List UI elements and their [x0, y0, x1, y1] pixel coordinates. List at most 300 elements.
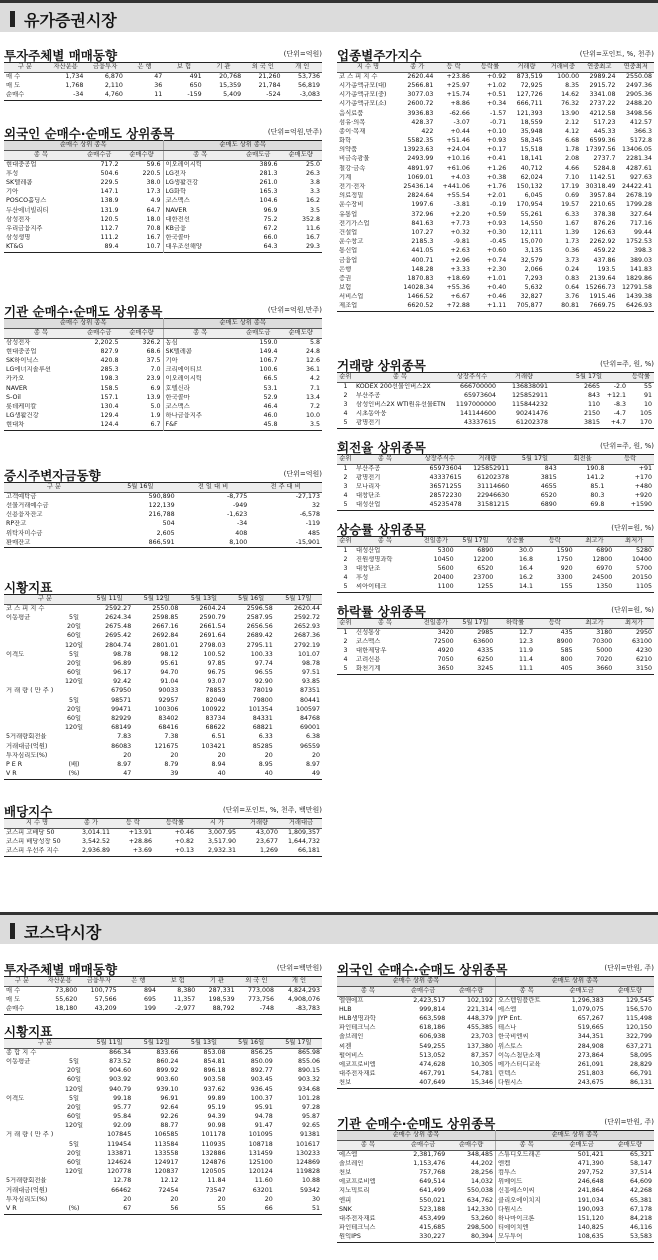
table-cell: 32 [311, 501, 320, 509]
kospi-dividend-section [4, 802, 322, 857]
table-cell: 2262.92 [589, 238, 616, 246]
table-cell: 2656.56 [246, 623, 273, 631]
table-cell [4, 1122, 62, 1131]
table-cell: 297,752 [577, 1169, 604, 1177]
table-cell: 389.03 [629, 256, 652, 264]
table-row [337, 238, 654, 247]
table-cell: 110935 [201, 1140, 226, 1148]
table-cell: 3.3 [309, 188, 320, 196]
column-header: 개 인 [283, 63, 322, 73]
column-header: 종 가 [399, 63, 435, 73]
table-cell: 833.66 [156, 1048, 179, 1056]
table-cell: 2.12 [565, 118, 580, 126]
column-header: 거래대금 [280, 819, 322, 829]
table-cell: -62.66 [449, 109, 470, 117]
table-cell: 58,147 [629, 1159, 652, 1167]
table-cell: 천보 [339, 1169, 352, 1177]
table-cell: 2 [343, 637, 348, 645]
table-cell: 82929 [111, 715, 132, 723]
table-row [4, 539, 322, 548]
kospi-market-section [4, 578, 322, 780]
column-header: 거래량 [238, 819, 280, 829]
table-cell: 8.95 [258, 760, 273, 768]
table-cell: 2,605 [156, 529, 175, 537]
table-cell: 1,079,075 [571, 1005, 604, 1013]
table-row [4, 72, 322, 81]
table-cell: 1915.46 [589, 293, 616, 301]
table-cell: 12.12 [160, 1177, 179, 1185]
table-cell: 650 [189, 81, 202, 89]
table-cell: 대창단조 [356, 492, 381, 500]
table-cell: -34 [237, 520, 248, 528]
table-cell: -8.3 [613, 401, 626, 409]
table-cell: 517.23 [593, 118, 616, 126]
column-header: 개 인 [276, 977, 322, 987]
table-cell: 솔브레인 [339, 1033, 364, 1041]
table-cell: 216,788 [148, 511, 175, 519]
table-row [337, 638, 654, 647]
table-cell: 99471 [111, 705, 132, 713]
table-cell: +1.76 [486, 183, 507, 191]
table-cell: 55 [643, 382, 652, 390]
table-cell: 115844232 [511, 401, 548, 409]
column-header: 순매수량 [447, 1140, 495, 1150]
column-header: 5월 12일 [133, 595, 180, 605]
kosdaq-investor-table [4, 976, 322, 1015]
table-cell: 매 도 [6, 995, 21, 1003]
column-header: 순매도금 [237, 150, 280, 160]
column-header: 등락률 [154, 819, 196, 829]
table-cell: HLB [339, 1005, 352, 1013]
table-cell: 550,038 [466, 1187, 493, 1195]
table-cell: 20 [123, 1195, 132, 1203]
column-header: 순매도량 [606, 1140, 654, 1150]
table-cell: 939.10 [156, 1085, 179, 1093]
column-header: 구 분 [4, 595, 86, 605]
table-cell [4, 1168, 62, 1177]
table-cell: 147.1 [100, 188, 119, 196]
table-row [337, 1196, 654, 1205]
table-cell: +7.73 [450, 219, 470, 227]
table-cell: -0.71 [489, 118, 507, 126]
table-row [337, 474, 654, 483]
table-cell: 273,864 [577, 1051, 604, 1059]
table-cell: 5일 [68, 1140, 80, 1148]
kospi-volume-table [337, 372, 654, 429]
table-cell: +4.03 [450, 173, 470, 181]
section-title: 업종별주가지수 (단위=포인트, %, 천주) [337, 48, 654, 63]
table-cell: +0.10 [486, 127, 507, 135]
table-cell: 20일 [66, 1149, 82, 1157]
kospi-gainers-table [337, 536, 654, 593]
table-row [4, 82, 322, 91]
table-cell: 141.83 [629, 265, 652, 273]
table-cell: 종 합 지 수 [6, 1048, 37, 1056]
table-cell: 99.18 [113, 1094, 132, 1102]
table-cell: 환매잔고 [6, 538, 31, 546]
table-row [4, 733, 322, 742]
table-cell: 860.24 [156, 1057, 179, 1065]
table-cell: 5,409 [223, 91, 242, 98]
table-cell: (%) [68, 770, 80, 777]
table-cell: 198,539 [208, 995, 235, 1003]
table-cell: 32,827 [520, 293, 543, 301]
table-cell: 448,379 [466, 1015, 493, 1023]
table-cell: 120.5 [100, 215, 119, 223]
table-cell: 신흥에스이씨 [496, 1187, 558, 1196]
column-header: 보 험 [158, 977, 197, 987]
table-cell: 20 [264, 751, 273, 759]
table-cell: 90241476 [515, 410, 548, 418]
table-cell: 20 [264, 1195, 273, 1203]
table-cell: +0.40 [486, 284, 507, 292]
table-cell: 126.63 [593, 228, 616, 236]
table-cell: 634,762 [466, 1196, 493, 1204]
table-cell: 매 수 [6, 986, 21, 994]
table-cell: 107845 [107, 1131, 132, 1139]
table-cell: 18,180 [55, 1005, 78, 1012]
column-header: 연중최고 [581, 63, 617, 73]
table-cell: 1,768 [65, 81, 84, 89]
table-cell: 96.75 [207, 669, 226, 677]
table-cell: 80.3 [590, 492, 605, 500]
table-cell: 68622 [205, 724, 226, 732]
column-header: 종 목 [354, 537, 416, 547]
table-row [4, 1122, 322, 1131]
table-row [337, 1024, 654, 1033]
table-cell: 91 [643, 391, 652, 399]
table-cell: 대성산업 [356, 501, 381, 509]
table-cell: 한국콜마 [163, 234, 237, 243]
column-header: 순위 [337, 537, 354, 547]
table-cell: 455,385 [466, 1024, 493, 1032]
table-cell: 2550.08 [625, 72, 652, 80]
table-cell: 24.8 [305, 347, 320, 355]
table-row [337, 91, 654, 100]
table-cell [4, 1104, 62, 1113]
table-row [4, 216, 322, 225]
table-row [337, 583, 654, 592]
table-cell: 191,034 [577, 1196, 604, 1204]
table-cell [4, 623, 62, 632]
table-cell: 150,132 [516, 183, 543, 191]
table-row [4, 1150, 322, 1159]
table-cell: 2210.65 [589, 201, 616, 209]
table-cell: 108,635 [577, 1233, 604, 1241]
table-cell: 92.42 [113, 678, 132, 686]
table-cell: 2804.74 [105, 641, 132, 649]
table-cell: 199 [143, 1005, 156, 1012]
table-cell: 157.1 [100, 393, 119, 401]
table-cell: 120505 [201, 1168, 226, 1176]
table-cell: 천보 [339, 1079, 352, 1087]
table-cell: 1105 [635, 583, 652, 591]
table-cell: 6426.93 [625, 302, 652, 310]
table-cell: 코 스 피 지 수 [6, 604, 45, 612]
table-cell [62, 752, 86, 761]
table-cell: +28.86 [128, 837, 152, 845]
table-cell: -4.7 [613, 410, 626, 418]
table-cell: 372.96 [411, 210, 434, 218]
table-cell: 120124 [248, 1168, 273, 1176]
table-cell: 5284.8 [593, 164, 616, 172]
section-title: 증시주변자금동향 (단위=억원) [4, 468, 322, 483]
table-row [337, 109, 654, 118]
table-cell: 65,381 [629, 1196, 652, 1204]
table-cell: 5000 [596, 647, 613, 655]
table-cell: 100306 [154, 705, 179, 713]
kospi-investor-section [4, 46, 322, 101]
table-row [4, 838, 322, 847]
table-cell: 13.90 [561, 109, 580, 117]
table-cell: 657,267 [577, 1015, 604, 1023]
kosdaq-market-table [4, 1038, 322, 1215]
table-cell: 2905.36 [625, 91, 652, 99]
table-cell: -2.0 [613, 382, 626, 390]
table-cell: +2.63 [450, 247, 470, 255]
table-cell: 148.28 [411, 265, 434, 273]
table-cell: 이동평균 [6, 613, 31, 621]
table-cell: 56,819 [297, 81, 320, 89]
table-cell: 55,261 [520, 210, 543, 218]
table-cell: KT&G [6, 243, 24, 251]
table-cell: 58,095 [629, 1051, 652, 1059]
table-cell: 10.0 [305, 412, 320, 420]
table-cell: 29.3 [305, 243, 320, 251]
table-cell: 30.0 [518, 546, 533, 554]
column-header: 전 주 대 비 [249, 483, 322, 493]
table-cell: 100.00 [557, 72, 580, 80]
column-header: 은 행 [119, 977, 158, 987]
column-header: 종 목 [337, 1140, 399, 1150]
table-cell: 25436.14 [403, 183, 434, 191]
table-cell: 14.62 [561, 91, 580, 99]
table-row [4, 188, 322, 197]
column-header: 구 분 [4, 63, 46, 73]
column-header: 종 목 [163, 150, 237, 160]
table-cell: 327.64 [629, 210, 652, 218]
table-cell: 시가총액규모(대) [339, 81, 387, 89]
table-row [4, 1095, 322, 1104]
table-cell: +0.34 [486, 100, 507, 108]
table-cell: 127,726 [516, 91, 543, 99]
table-cell: 88,792 [212, 1005, 235, 1012]
table-cell: 193.5 [597, 265, 616, 273]
table-cell: 0.69 [565, 192, 580, 200]
table-cell: 405 [560, 665, 573, 673]
table-cell [4, 632, 62, 641]
section-title: 시황지표 [4, 1024, 53, 1039]
table-cell: 83734 [205, 715, 226, 723]
column-header: 외 국 인 [237, 977, 276, 987]
column-header: 순매도금 [558, 986, 606, 996]
table-cell: 25.0 [305, 160, 320, 168]
table-cell: 83402 [158, 715, 179, 723]
table-cell: KODEX 200선물인버스2X [356, 382, 431, 390]
table-cell: 92.90 [254, 678, 273, 686]
table-row [4, 403, 322, 412]
table-cell: 141.2 [586, 473, 605, 481]
table-cell: 120837 [154, 1168, 179, 1176]
table-row [4, 170, 322, 179]
table-cell: 20일 [66, 1067, 82, 1075]
table-cell: S-Oil [6, 393, 21, 401]
table-cell: 시가총액규모(소) [339, 100, 387, 108]
table-cell: -0.19 [489, 201, 507, 209]
table-cell: 2675.48 [105, 623, 132, 631]
table-cell: 30 [311, 1195, 320, 1203]
column-header: 종 목 [354, 373, 446, 383]
table-cell: 120778 [107, 1168, 132, 1176]
table-cell: 11.6 [305, 224, 320, 232]
table-cell: 96.55 [254, 669, 273, 677]
table-cell: 70300 [592, 637, 613, 645]
table-cell: 2737.22 [589, 100, 616, 108]
table-cell: -9.81 [453, 238, 470, 246]
table-cell: 35,948 [520, 127, 543, 135]
table-cell: 389.6 [259, 160, 278, 168]
table-cell: -6,578 [299, 511, 320, 519]
table-cell: 637,271 [625, 1042, 652, 1050]
table-cell: +0.74 [486, 256, 507, 264]
table-cell: 896.18 [203, 1067, 226, 1075]
table-cell: 20일 [66, 705, 82, 713]
table-cell: 3 [343, 647, 348, 655]
table-cell: 62,024 [520, 173, 543, 181]
table-cell: 6890 [596, 546, 613, 554]
table-cell: 757,768 [419, 1169, 446, 1177]
table-cell: 17.3 [146, 188, 161, 196]
table-cell: 1350 [596, 583, 613, 591]
table-cell: 11 [154, 91, 163, 98]
table-cell: 101178 [201, 1131, 226, 1139]
table-cell: 5일 [68, 613, 80, 621]
table-row [4, 520, 322, 529]
table-row [337, 656, 654, 665]
table-cell: 한국콜마 [163, 394, 237, 403]
table-cell: 화학 [339, 137, 352, 145]
table-cell: 95.77 [113, 1103, 132, 1111]
table-cell: 65973604 [429, 464, 462, 472]
column-header: 등락률 [628, 373, 654, 383]
table-row [337, 628, 654, 637]
table-cell: 다원시스 [496, 1079, 558, 1088]
table-cell: 4920 [437, 647, 454, 655]
table-cell: +0.93 [486, 137, 507, 145]
table-cell: 롯데케미칼 [6, 402, 37, 410]
column-header: 등락 [606, 455, 654, 465]
table-cell: 21,784 [258, 81, 281, 89]
table-cell: 101.28 [297, 1094, 320, 1102]
table-cell: 전기·전자 [339, 183, 366, 191]
table-cell: SK텔레콤 [6, 179, 33, 187]
kospi-losers-section [337, 602, 654, 675]
table-cell: 3 [343, 483, 348, 491]
table-row [4, 604, 322, 613]
table-cell: 12.78 [113, 1177, 132, 1185]
table-cell: 고려신용 [356, 656, 381, 664]
table-cell: 124869 [295, 1159, 320, 1167]
table-cell: 100,775 [90, 986, 117, 994]
table-cell: 6620.52 [407, 302, 434, 310]
table-cell: 344,351 [577, 1033, 604, 1041]
table-cell: 59342 [299, 1186, 320, 1194]
table-cell: 2604.24 [199, 604, 226, 612]
table-cell: 695 [143, 995, 156, 1003]
table-cell: 11.84 [207, 1177, 226, 1185]
table-cell: 73,800 [55, 986, 78, 994]
table-cell: 441.05 [411, 247, 434, 255]
table-row [4, 706, 322, 715]
table-cell: 6.33 [565, 210, 580, 218]
column-header: 순매도금 [237, 328, 280, 338]
table-cell: 광명전기 [356, 419, 381, 427]
table-cell: 기아 [163, 357, 237, 366]
table-cell: 4212.58 [589, 109, 616, 117]
table-cell: 15,359 [219, 81, 242, 89]
table-cell: 855.06 [297, 1057, 320, 1065]
table-cell: 6210 [635, 656, 652, 664]
table-cell: 827.9 [100, 347, 119, 355]
table-row [4, 529, 322, 538]
table-cell: +441.06 [442, 183, 470, 191]
table-row [337, 100, 654, 109]
table-cell: 220.5 [142, 169, 161, 177]
table-cell: -3.07 [453, 118, 470, 126]
column-header: 최고가 [575, 619, 615, 629]
table-cell: 866.34 [109, 1048, 132, 1056]
table-cell: 철강·금속 [339, 164, 366, 172]
table-row [4, 1177, 322, 1186]
table-cell: +0.93 [486, 219, 507, 227]
column-header: 구 분 [4, 1039, 86, 1049]
table-cell: 거 래 량 ( 만 주 ) [6, 687, 54, 695]
column-header: 최저가 [614, 537, 654, 547]
table-cell: 2989.24 [589, 72, 616, 80]
table-cell: 865.98 [297, 1048, 320, 1056]
table-row [337, 1150, 654, 1159]
column-header: 거래량 [498, 373, 550, 383]
table-cell: 3 [343, 565, 348, 573]
table-cell: 46.0 [263, 412, 278, 420]
table-cell: 24422.41 [621, 183, 652, 191]
table-row [4, 678, 322, 687]
table-cell: NAVER [163, 206, 237, 215]
table-cell: 87,357 [470, 1051, 493, 1059]
table-cell: +2.96 [450, 256, 470, 264]
table-cell: 대우조선해양 [163, 243, 237, 252]
table-cell: 53,736 [297, 72, 320, 80]
table-cell: 8.97 [117, 760, 132, 768]
table-cell: 7.0 [150, 366, 161, 374]
table-cell: 2687.36 [293, 632, 320, 640]
table-cell: 491 [189, 72, 202, 80]
table-cell: 13.4 [305, 393, 320, 401]
table-row [337, 229, 654, 238]
table-row [4, 1159, 322, 1168]
table-row [4, 366, 322, 375]
group-header: 순매수 상위 종목 [4, 141, 163, 151]
table-cell: 471,390 [577, 1159, 604, 1167]
table-cell: 131459 [248, 1149, 273, 1157]
table-cell: 100597 [295, 705, 320, 713]
section-title: 상승률 상위종목 (단위=원, %) [337, 522, 654, 537]
column-header: 거래비중 [545, 63, 581, 73]
table-cell: 2596.58 [246, 604, 273, 612]
table-cell: 40 [264, 770, 273, 777]
table-cell: 60일 [66, 669, 82, 677]
table-cell: 899.92 [156, 1067, 179, 1075]
